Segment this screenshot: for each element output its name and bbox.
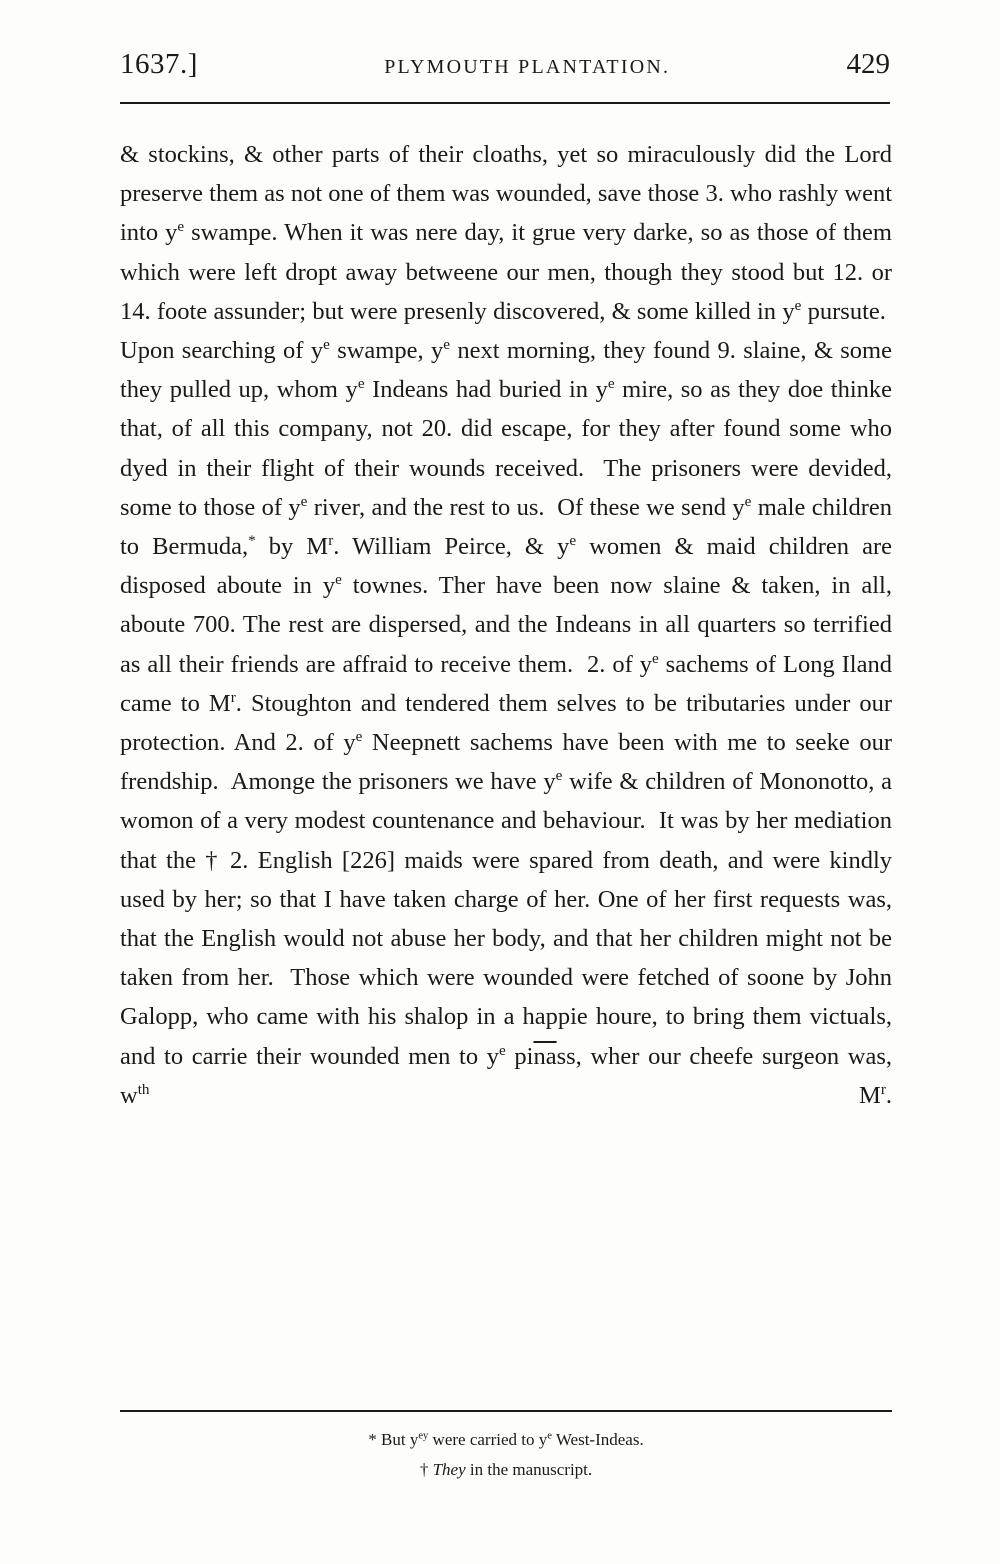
page-title: PLYMOUTH PLANTATION. xyxy=(384,56,671,78)
page-number: 429 xyxy=(846,48,890,80)
page-header xyxy=(120,48,890,104)
footnote-divider xyxy=(120,1410,892,1412)
header-year: 1637.] xyxy=(120,48,198,80)
footnotes xyxy=(120,1425,892,1485)
body-text xyxy=(120,135,892,1115)
paragraph-main: & stockins, & other parts of their cloaths, yet so miraculously did the Lord preserve them as not one of them was wounded, save those 3. who rashly went into $y^e$ swampe. When it was nere day, it grue very darke, so as those of them which were left dropt away betweene our men, though they stood but 12. or 14. foote assunder; but were presenly discovered, & some killed in $y^e$ pursute. Upon searching of $y^e$ swampe, $y^e$ next morning, they found 9. slaine, & some they pulled up, whom $y^e$ Indeans had buried in $y^e$ mire, so as they doe thinke that, of all this company, not 20. did escape, for they after found some who dyed in their flight of their wounds received. The prisoners were devided, some to those of $y^e$ river, and the rest to us. Of these we send $y^e$ male children to Bermuda,* by $M^r$. William Peirce, & $y^e$ women & maid children are disposed aboute in $y^e$ townes. Ther have been now slaine & taken, in all, aboute 700. The rest are dispersed, and the Indeans in all quarters so terrified as all their friends are affraid to receive them. 2. of $y^e$ sachems of Long Iland came to $M^r$. Stoughton and tendered them selves to be tributaries under our protection. And 2. of $y^e$ Neepnett sachems have been with me to seeke our frendship. Amonge the prisoners we have $y^e$ wife & children of Mononotto, a womon of a very modest countenance and behaviour. It was by her mediation that the † 2. English [226] maids were spared from death, and were kindly used by her; so that I have taken charge of her. One of her first requests was, that the English would not abuse her body, and that her children might not be taken from her. Those which were wounded were fetched of soone by John Galopp, who came with his shalop in a happie houre, to bring them victuals, and to carrie their wounded men to $y^e$ $pi\overline{na}ss$, wher our cheefe surgeon was, $w^{th}$ $M^r$. xyxy=(120,141,893,1109)
footnote-asterisk: * But $y^{ey}$ were carried to $y^e$ West-Indeas. xyxy=(368,1430,644,1449)
footnote-dagger: † They in the manuscript. xyxy=(419,1460,593,1479)
